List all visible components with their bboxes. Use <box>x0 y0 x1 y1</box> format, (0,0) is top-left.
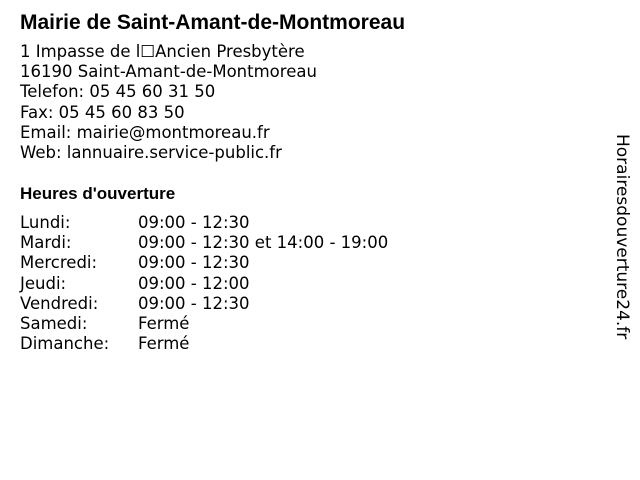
day-label: Lundi: <box>20 213 71 232</box>
email-address: Email: mairie@montmoreau.fr <box>20 122 270 142</box>
address-street: 1 Impasse de l☐Ancien Presbytère <box>20 42 305 61</box>
time-value: 09:00 - 12:30 <box>138 253 250 273</box>
day-label: Mercredi: <box>20 253 98 273</box>
phone-number: Telefon: 05 45 60 31 50 <box>20 82 216 102</box>
time-value: Fermé <box>138 313 190 333</box>
day-label: Vendredi: <box>20 293 99 313</box>
time-value: 09:00 - 12:00 <box>138 273 250 293</box>
page-title: Mairie de Saint-Amant-de-Montmoreau <box>20 11 406 34</box>
day-label: Mardi: <box>20 233 72 253</box>
contact-block <box>20 42 317 163</box>
hours-heading: Heures d'ouverture <box>20 184 176 203</box>
site-brand: Horairesdouverture24.fr <box>612 134 632 340</box>
address-city: 16190 Saint-Amant-de-Montmoreau <box>20 62 317 82</box>
time-value: Fermé <box>138 334 190 354</box>
fax-number: Fax: 05 45 60 83 50 <box>20 102 185 122</box>
time-value: 09:00 - 12:30 et 14:00 - 19:00 <box>138 233 389 253</box>
day-label: Jeudi: <box>20 273 67 293</box>
day-label: Dimanche: <box>20 334 110 354</box>
time-value: 09:00 - 12:30 <box>138 293 250 313</box>
website: Web: lannuaire.service-public.fr <box>20 142 282 162</box>
time-value: 09:00 - 12:30 <box>138 213 250 232</box>
day-label: Samedi: <box>20 313 88 333</box>
